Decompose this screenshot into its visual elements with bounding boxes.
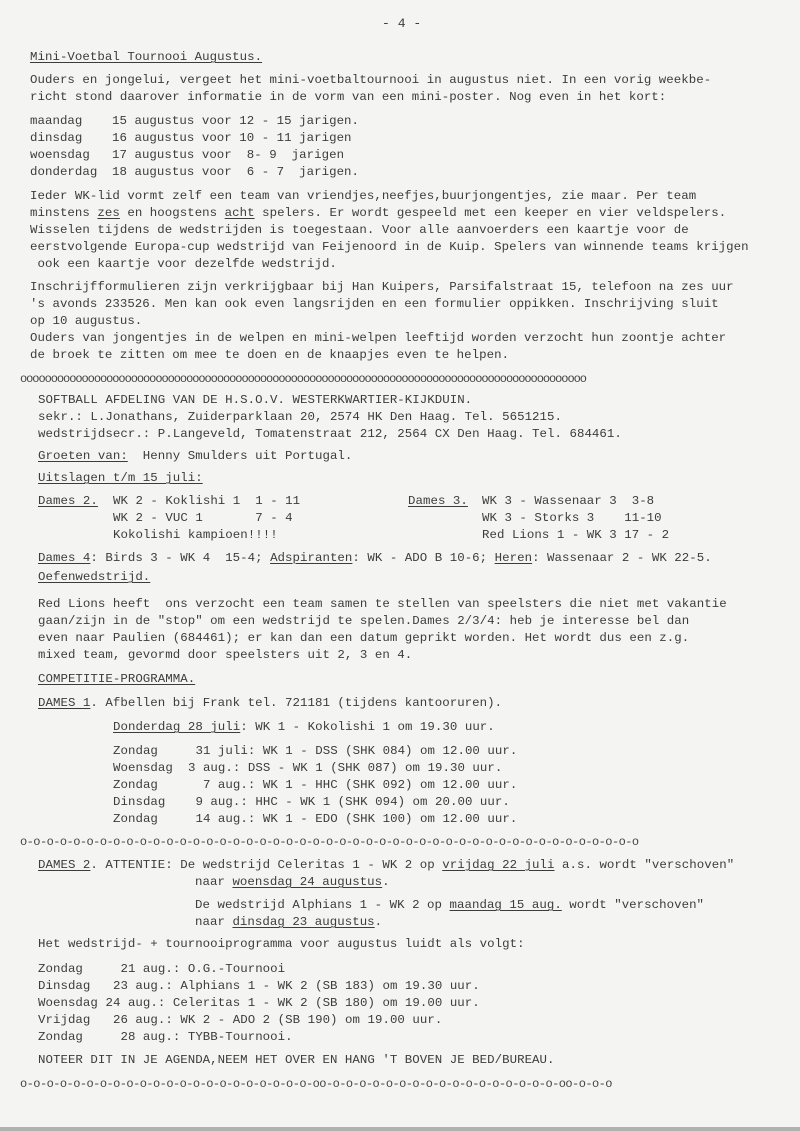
dames2-label: Dames 2. <box>38 494 98 508</box>
schedule-text: 16 augustus voor 10 - 11 jarigen <box>112 131 352 145</box>
page-bottom-edge <box>0 1127 800 1131</box>
oefen-title: Oefenwedstrijd. <box>38 570 151 584</box>
inschrijving-line: Inschrijfformulieren zijn verkrijgbaar bij Han Kuipers, Parsifalstraat 15, telefoon na zes uur <box>30 280 734 294</box>
schedule-day: Zondag <box>113 744 158 758</box>
programma-day: Zondag <box>38 1030 83 1044</box>
attentie-text: naar <box>195 875 233 889</box>
schedule-day: Zondag <box>113 778 158 792</box>
schedule-row <box>30 165 359 180</box>
oefen-line: mixed team, gevormd door speelsters uit 2, 3 en 4. <box>38 648 413 662</box>
intro-line-2: richt stond daarover informatie in de vorm van een mini-poster. Nog even in het kort: <box>30 90 667 104</box>
attentie-line-2 <box>195 875 390 890</box>
adspiranten-text: : WK - ADO B 10-6; <box>352 551 495 565</box>
schedule-row <box>113 778 517 793</box>
schedule-row <box>30 114 359 129</box>
schedule-text: 31 juli: WK 1 - DSS (SHK 084) om 12.00 uur. <box>173 744 518 758</box>
schedule-row <box>113 744 517 759</box>
schedule-text: 15 augustus voor 12 - 15 jarigen. <box>112 114 360 128</box>
dames1-line <box>38 696 502 711</box>
schedule-row <box>113 795 510 810</box>
dames1-highlight <box>113 720 495 735</box>
inschrijving-line: 's avonds 233526. Men kan ook even langsrijden en een formulier oppikken. Inschrijving sluit <box>30 297 719 311</box>
dames1-label: DAMES 1 <box>38 696 91 710</box>
attentie-text: a.s. wordt "verschoven" <box>554 858 735 872</box>
programma-text: 24 aug.: Celeritas 1 - WK 2 (SB 180) om 19.00 uur. <box>98 996 480 1010</box>
programma-row <box>38 1013 442 1028</box>
attentie-text: . <box>382 875 390 889</box>
uitslagen-title: Uitslagen t/m 15 juli: <box>38 471 203 485</box>
inschrijving-line: de broek te zitten om mee te doen en de knaapjes even te helpen. <box>30 348 510 362</box>
rules-text: spelers. Er wordt gespeeld met een keeper en vier veldspelers. <box>254 206 727 220</box>
programma-row <box>38 979 480 994</box>
attentie-text: wordt "verschoven" <box>561 898 705 912</box>
programma-intro: Het wedstrijd- + tournooiprogramma voor augustus luidt als volgt: <box>38 937 525 951</box>
schedule-text: 18 augustus voor 6 - 7 jarigen. <box>112 165 360 179</box>
highlight-text: : WK 1 - Kokolishi 1 om 19.30 uur. <box>240 720 495 734</box>
separator-o: oooooooooooooooooooooooooooooooooooooooooooooooooooooooooooooooooooooooooooooooooooooooooooo <box>20 372 586 386</box>
inschrijving-line: op 10 augustus. <box>30 314 143 328</box>
heren-label: Heren <box>494 551 533 565</box>
programma-text: 26 aug.: WK 2 - ADO 2 (SB 190) om 19.00 uur. <box>98 1013 443 1027</box>
competitie-title: COMPETITIE-PROGRAMMA. <box>38 672 196 686</box>
programma-text: 23 aug.: Alphians 1 - WK 2 (SB 183) om 19.30 uur. <box>98 979 480 993</box>
attentie-date: vrijdag 22 juli <box>442 858 555 872</box>
schedule-text: 17 augustus voor 8- 9 jarigen <box>112 148 345 162</box>
groeten-label: Groeten van: <box>38 449 128 463</box>
schedule-day: donderdag <box>30 165 98 179</box>
groeten-line <box>38 449 352 464</box>
attentie-text: . ATTENTIE: De wedstrijd Celeritas 1 - WK 2 op <box>90 858 443 872</box>
oefen-line: even naar Paulien (684461); er kan dan een datum geprikt worden. Het wordt dus een z.g. <box>38 631 690 645</box>
softball-wedstrijdsecr: wedstrijdsecr.: P.Langeveld, Tomatenstraat 212, 2564 CX Den Haag. Tel. 684461. <box>38 427 622 441</box>
attentie-date: dinsdag 23 augustus <box>232 915 375 929</box>
attentie-line-3 <box>195 898 704 913</box>
attentie-line-4 <box>195 915 382 930</box>
programma-day: Dinsdag <box>38 979 91 993</box>
schedule-text: 14 aug.: WK 1 - EDO (SHK 100) om 12.00 uur. <box>173 812 518 826</box>
programma-row <box>38 996 480 1011</box>
attentie-line-1 <box>38 858 734 873</box>
rules-line-3: Wisselen tijdens de wedstrijden is toegestaan. Voor alle aanvoerders een kaartje voor de <box>30 223 689 237</box>
emphasis-zes: zes <box>97 206 120 220</box>
dames3-label: Dames 3. <box>408 494 468 508</box>
result-line: WK 2 - Koklishi 1 1 - 11 <box>113 494 301 508</box>
oefen-line: gaan/zijn in de "stop" om een wedstrijd te spelen.Dames 2/3/4: heb je interesse bel dan <box>38 614 690 628</box>
attentie-date: maandag 15 aug. <box>449 898 562 912</box>
separator-dash: o-o-o-o-o-o-o-o-o-o-o-o-o-o-o-o-o-o-o-o-o-o-o-o-o-o-o-o-o-o-o-o-o-o-o-o-o-o-o-o-o-o-o-o-o-o-o <box>20 835 639 849</box>
schedule-row <box>30 148 344 163</box>
result-line: WK 3 - Wassenaar 3 3-8 <box>482 494 655 508</box>
programma-day: Woensdag <box>38 996 98 1010</box>
emphasis-acht: acht <box>224 206 255 220</box>
section-title-mini-voetbal: Mini-Voetbal Tournooi Augustus. <box>30 50 263 64</box>
oefen-line: Red Lions heeft ons verzocht een team samen te stellen van speelsters die niet met vakantie <box>38 597 727 611</box>
attentie-text: . <box>374 915 383 929</box>
softball-header: SOFTBALL AFDELING VAN DE H.S.O.V. WESTERKWARTIER-KIJKDUIN. <box>38 393 473 407</box>
inschrijving-line: Ouders van jongentjes in de welpen en mini-welpen leeftijd worden verzocht hun zoontje achter <box>30 331 727 345</box>
schedule-day: Woensdag <box>113 761 173 775</box>
highlight-date: Donderdag 28 juli <box>113 720 241 734</box>
schedule-row <box>113 812 517 827</box>
result-line: Kokolishi kampioen!!!! <box>113 528 278 542</box>
dames1-text: . Afbellen bij Frank tel. 721181 (tijdens kantooruren). <box>90 696 503 710</box>
dames2-attentie-label: DAMES 2 <box>38 858 91 872</box>
result-line: WK 3 - Storks 3 11-10 <box>482 511 662 525</box>
other-results-line <box>38 551 712 566</box>
attentie-date: woensdag 24 augustus <box>232 875 383 889</box>
dames4-text: : Birds 3 - WK 4 15-4; <box>90 551 271 565</box>
rules-text: minstens <box>30 206 98 220</box>
programma-row <box>38 1030 293 1045</box>
programma-day: Zondag <box>38 962 83 976</box>
schedule-day: dinsdag <box>30 131 83 145</box>
noteer-line: NOTEER DIT IN JE AGENDA,NEEM HET OVER EN HANG 'T BOVEN JE BED/BUREAU. <box>38 1053 555 1067</box>
heren-text: : Wassenaar 2 - WK 22-5. <box>532 551 712 565</box>
attentie-text: naar <box>195 915 233 929</box>
programma-row <box>38 962 285 977</box>
softball-sekr: sekr.: L.Jonathans, Zuiderparklaan 20, 2574 HK Den Haag. Tel. 5651215. <box>38 410 562 424</box>
schedule-row <box>30 131 352 146</box>
intro-line-1: Ouders en jongelui, vergeet het mini-voetbaltournooi in augustus niet. In een vorig weekbe- <box>30 73 712 87</box>
schedule-text: 3 aug.: DSS - WK 1 (SHK 087) om 19.30 uur. <box>173 761 503 775</box>
schedule-day: Zondag <box>113 812 158 826</box>
programma-text: 21 aug.: O.G.-Tournooi <box>98 962 286 976</box>
schedule-row <box>113 761 502 776</box>
rules-text: en hoogstens <box>119 206 225 220</box>
dames4-label: Dames 4 <box>38 551 91 565</box>
programma-text: 28 aug.: TYBB-Tournooi. <box>98 1030 293 1044</box>
groeten-text: Henny Smulders uit Portugal. <box>127 449 353 463</box>
result-line: WK 2 - VUC 1 7 - 4 <box>113 511 293 525</box>
adspiranten-label: Adspiranten <box>270 551 353 565</box>
rules-line-4: eerstvolgende Europa-cup wedstrijd van Feijenoord in de Kuip. Spelers van winnende teams krijgen <box>30 240 749 254</box>
separator-dash-end: o-o-o-o-o-o-o-o-o-o-o-o-o-o-o-o-o-o-o-o-o-o-oo-o-o-o-o-o-o-o-o-o-o-o-o-o-o-o-o-o-oo-o-o-o <box>20 1077 612 1091</box>
rules-line-2 <box>30 206 726 221</box>
schedule-day: Dinsdag <box>113 795 166 809</box>
programma-day: Vrijdag <box>38 1013 91 1027</box>
rules-line-1: Ieder WK-lid vormt zelf een team van vriendjes,neefjes,buurjongentjes, zie maar. Per team <box>30 189 697 203</box>
schedule-day: maandag <box>30 114 83 128</box>
attentie-text: De wedstrijd Alphians 1 - WK 2 op <box>195 898 450 912</box>
schedule-text: 7 aug.: WK 1 - HHC (SHK 092) om 12.00 uur. <box>173 778 518 792</box>
page-number: - 4 - <box>382 16 422 31</box>
result-line: Red Lions 1 - WK 3 17 - 2 <box>482 528 670 542</box>
rules-line-5: ook een kaartje voor dezelfde wedstrijd. <box>30 257 337 271</box>
schedule-text: 9 aug.: HHC - WK 1 (SHK 094) om 20.00 uur. <box>173 795 510 809</box>
schedule-day: woensdag <box>30 148 90 162</box>
